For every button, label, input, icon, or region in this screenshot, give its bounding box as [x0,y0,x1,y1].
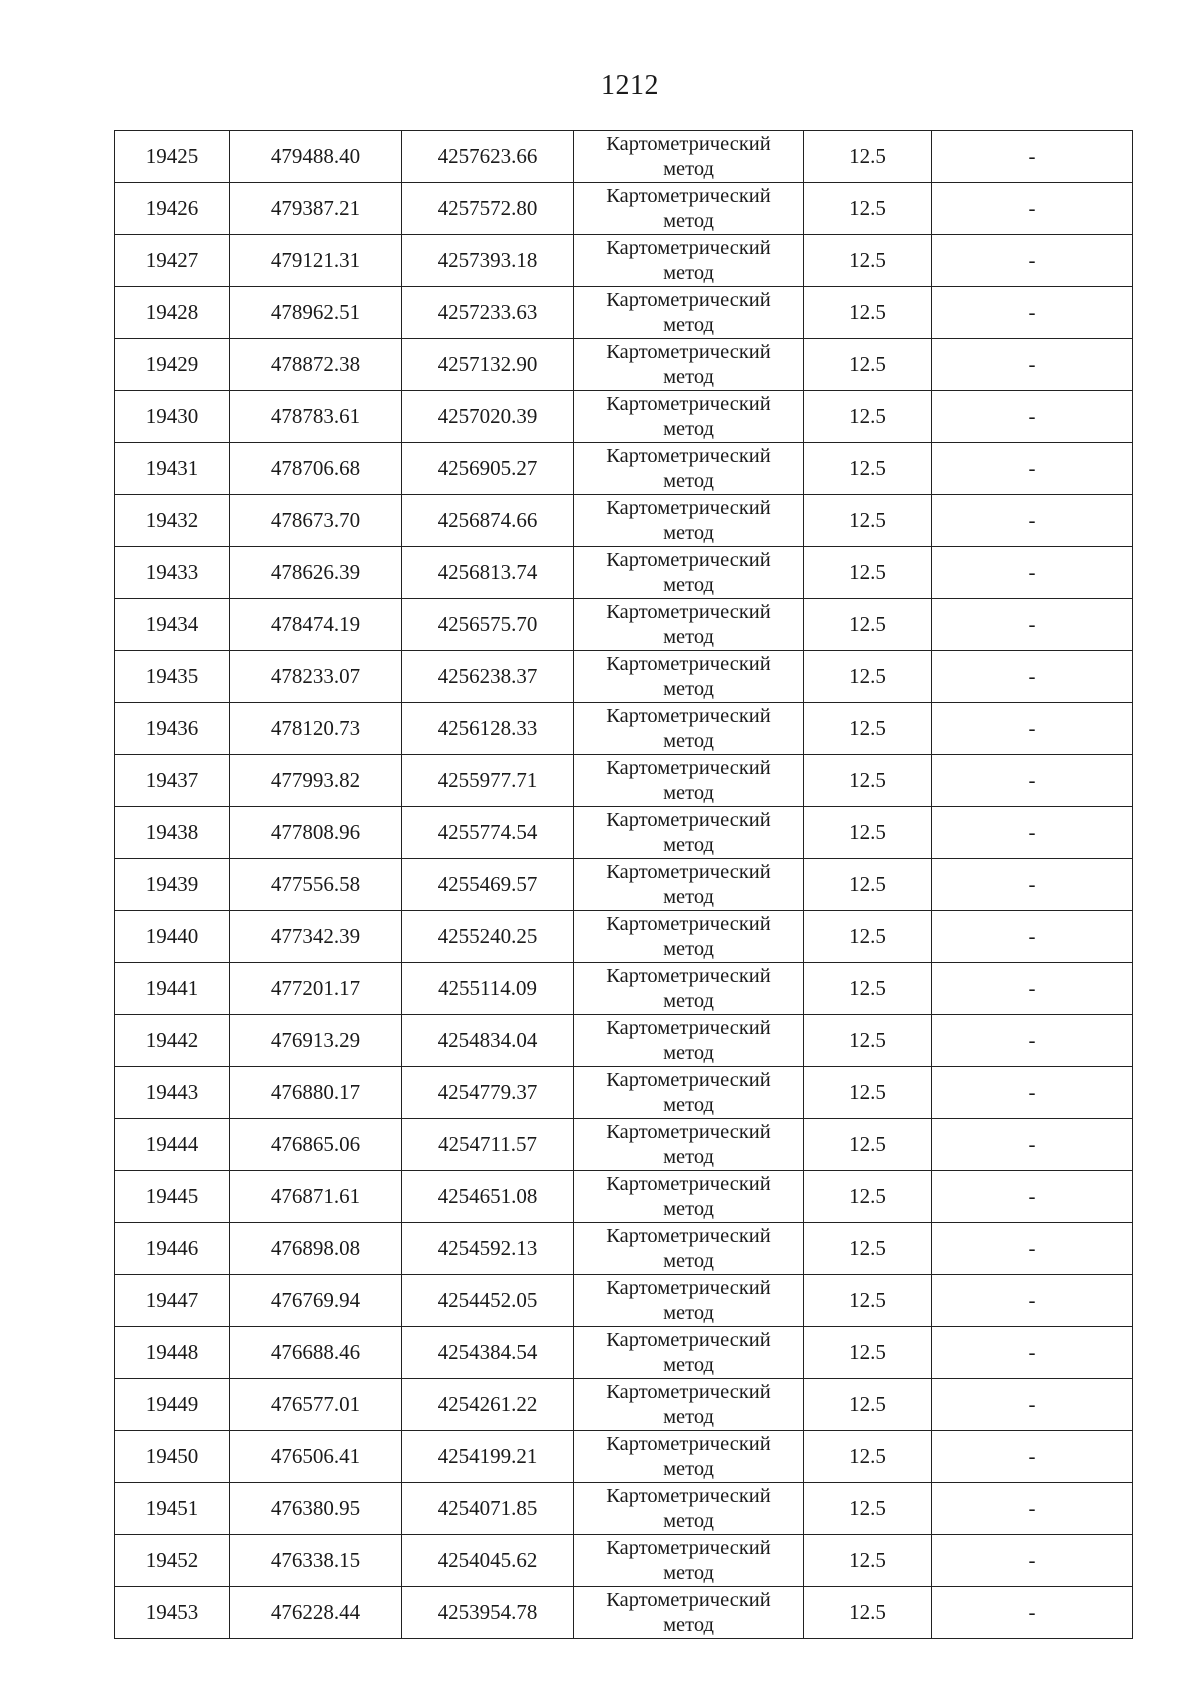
point-number-cell: 19434 [115,599,230,651]
method-cell [574,1223,804,1275]
note-cell: - [932,703,1133,755]
table-row [115,183,1133,235]
table-row [115,1535,1133,1587]
method-line-2: метод [663,781,714,804]
y-coordinate-cell: 4254452.05 [402,1275,574,1327]
table-row [115,443,1133,495]
y-coordinate-cell: 4257572.80 [402,183,574,235]
table-row [115,1379,1133,1431]
point-number-cell: 19427 [115,235,230,287]
method-cell [574,1067,804,1119]
point-number-cell: 19440 [115,911,230,963]
method-cell [574,755,804,807]
method-cell [574,807,804,859]
method-line-2: метод [663,625,714,648]
x-coordinate-cell: 478962.51 [230,287,402,339]
table-row [115,859,1133,911]
x-coordinate-cell: 476577.01 [230,1379,402,1431]
table-row [115,1171,1133,1223]
x-coordinate-cell: 477201.17 [230,963,402,1015]
method-line-1: Картометрический [606,444,771,467]
x-coordinate-cell: 478706.68 [230,443,402,495]
note-cell: - [932,911,1133,963]
method-line-2: метод [663,1145,714,1168]
y-coordinate-cell: 4254261.22 [402,1379,574,1431]
method-cell [574,1119,804,1171]
accuracy-cell: 12.5 [804,183,932,235]
method-line-2: метод [663,937,714,960]
method-line-1: Картометрический [606,132,771,155]
y-coordinate-cell: 4254592.13 [402,1223,574,1275]
method-line-1: Картометрический [606,756,771,779]
accuracy-cell: 12.5 [804,1431,932,1483]
method-line-2: метод [663,1457,714,1480]
accuracy-cell: 12.5 [804,1327,932,1379]
table-row [115,235,1133,287]
table-row [115,1587,1133,1639]
method-line-1: Картометрический [606,184,771,207]
method-line-2: метод [663,1249,714,1272]
method-cell [574,599,804,651]
x-coordinate-cell: 477993.82 [230,755,402,807]
accuracy-cell: 12.5 [804,755,932,807]
page-number: 1212 [601,70,659,101]
table-row [115,1223,1133,1275]
method-cell [574,391,804,443]
y-coordinate-cell: 4253954.78 [402,1587,574,1639]
note-cell: - [932,859,1133,911]
note-cell: - [932,1535,1133,1587]
method-cell [574,1483,804,1535]
method-line-2: метод [663,1301,714,1324]
table-row [115,287,1133,339]
table-row [115,599,1133,651]
x-coordinate-cell: 477342.39 [230,911,402,963]
method-line-1: Картометрический [606,1328,771,1351]
method-line-2: метод [663,833,714,856]
x-coordinate-cell: 476913.29 [230,1015,402,1067]
method-line-1: Картометрический [606,288,771,311]
method-line-2: метод [663,157,714,180]
table-row [115,1327,1133,1379]
method-cell [574,547,804,599]
method-line-2: метод [663,1197,714,1220]
method-line-2: метод [663,1041,714,1064]
point-number-cell: 19447 [115,1275,230,1327]
method-line-1: Картометрический [606,496,771,519]
x-coordinate-cell: 479488.40 [230,131,402,183]
x-coordinate-cell: 476338.15 [230,1535,402,1587]
method-cell [574,287,804,339]
x-coordinate-cell: 478872.38 [230,339,402,391]
method-line-2: метод [663,677,714,700]
method-cell [574,1015,804,1067]
note-cell: - [932,1587,1133,1639]
y-coordinate-cell: 4255240.25 [402,911,574,963]
point-number-cell: 19425 [115,131,230,183]
point-number-cell: 19439 [115,859,230,911]
method-cell [574,1171,804,1223]
method-line-2: метод [663,417,714,440]
table-row [115,963,1133,1015]
note-cell: - [932,1431,1133,1483]
point-number-cell: 19438 [115,807,230,859]
point-number-cell: 19428 [115,287,230,339]
x-coordinate-cell: 476898.08 [230,1223,402,1275]
accuracy-cell: 12.5 [804,443,932,495]
y-coordinate-cell: 4254071.85 [402,1483,574,1535]
point-number-cell: 19437 [115,755,230,807]
method-line-1: Картометрический [606,860,771,883]
table-row [115,651,1133,703]
note-cell: - [932,339,1133,391]
note-cell: - [932,495,1133,547]
y-coordinate-cell: 4256874.66 [402,495,574,547]
method-line-1: Картометрический [606,652,771,675]
point-number-cell: 19435 [115,651,230,703]
method-line-2: метод [663,885,714,908]
point-number-cell: 19453 [115,1587,230,1639]
point-number-cell: 19445 [115,1171,230,1223]
y-coordinate-cell: 4256238.37 [402,651,574,703]
method-line-1: Картометрический [606,1432,771,1455]
method-cell [574,495,804,547]
accuracy-cell: 12.5 [804,1379,932,1431]
method-line-2: метод [663,313,714,336]
method-line-1: Картометрический [606,1120,771,1143]
method-line-1: Картометрический [606,1380,771,1403]
x-coordinate-cell: 477808.96 [230,807,402,859]
x-coordinate-cell: 478626.39 [230,547,402,599]
x-coordinate-cell: 476688.46 [230,1327,402,1379]
y-coordinate-cell: 4256813.74 [402,547,574,599]
method-line-1: Картометрический [606,1484,771,1507]
note-cell: - [932,755,1133,807]
accuracy-cell: 12.5 [804,703,932,755]
method-line-1: Картометрический [606,1172,771,1195]
accuracy-cell: 12.5 [804,1275,932,1327]
x-coordinate-cell: 476871.61 [230,1171,402,1223]
y-coordinate-cell: 4256575.70 [402,599,574,651]
note-cell: - [932,599,1133,651]
point-number-cell: 19452 [115,1535,230,1587]
y-coordinate-cell: 4254834.04 [402,1015,574,1067]
note-cell: - [932,183,1133,235]
x-coordinate-cell: 478783.61 [230,391,402,443]
method-line-2: метод [663,1093,714,1116]
table-row [115,1431,1133,1483]
method-cell [574,651,804,703]
y-coordinate-cell: 4256905.27 [402,443,574,495]
y-coordinate-cell: 4254651.08 [402,1171,574,1223]
note-cell: - [932,391,1133,443]
method-line-1: Картометрический [606,912,771,935]
method-line-1: Картометрический [606,600,771,623]
accuracy-cell: 12.5 [804,547,932,599]
point-number-cell: 19433 [115,547,230,599]
note-cell: - [932,1015,1133,1067]
method-cell [574,131,804,183]
method-line-1: Картометрический [606,704,771,727]
accuracy-cell: 12.5 [804,599,932,651]
method-line-1: Картометрический [606,1016,771,1039]
x-coordinate-cell: 479387.21 [230,183,402,235]
point-number-cell: 19432 [115,495,230,547]
x-coordinate-cell: 476506.41 [230,1431,402,1483]
note-cell: - [932,807,1133,859]
method-line-1: Картометрический [606,392,771,415]
x-coordinate-cell: 476380.95 [230,1483,402,1535]
table-body [115,131,1133,1639]
method-line-1: Картометрический [606,340,771,363]
method-cell [574,963,804,1015]
point-number-cell: 19443 [115,1067,230,1119]
method-line-1: Картометрический [606,1276,771,1299]
method-cell [574,859,804,911]
accuracy-cell: 12.5 [804,1119,932,1171]
note-cell: - [932,1275,1133,1327]
y-coordinate-cell: 4257132.90 [402,339,574,391]
y-coordinate-cell: 4254711.57 [402,1119,574,1171]
table-row [115,131,1133,183]
method-cell [574,1535,804,1587]
accuracy-cell: 12.5 [804,235,932,287]
y-coordinate-cell: 4254045.62 [402,1535,574,1587]
accuracy-cell: 12.5 [804,1015,932,1067]
method-line-2: метод [663,1561,714,1584]
method-line-2: метод [663,261,714,284]
accuracy-cell: 12.5 [804,1171,932,1223]
accuracy-cell: 12.5 [804,1535,932,1587]
table-row [115,1483,1133,1535]
method-cell [574,183,804,235]
method-line-2: метод [663,1353,714,1376]
x-coordinate-cell: 476228.44 [230,1587,402,1639]
y-coordinate-cell: 4255469.57 [402,859,574,911]
method-line-2: метод [663,365,714,388]
method-line-1: Картометрический [606,548,771,571]
method-line-1: Картометрический [606,1536,771,1559]
method-cell [574,1431,804,1483]
x-coordinate-cell: 477556.58 [230,859,402,911]
note-cell: - [932,235,1133,287]
method-cell [574,1379,804,1431]
point-number-cell: 19441 [115,963,230,1015]
note-cell: - [932,1171,1133,1223]
point-number-cell: 19426 [115,183,230,235]
method-line-2: метод [663,469,714,492]
note-cell: - [932,131,1133,183]
y-coordinate-cell: 4254199.21 [402,1431,574,1483]
table-row [115,807,1133,859]
method-line-2: метод [663,209,714,232]
table-row [115,703,1133,755]
table-row [115,1067,1133,1119]
y-coordinate-cell: 4255114.09 [402,963,574,1015]
method-cell [574,1327,804,1379]
accuracy-cell: 12.5 [804,495,932,547]
method-cell [574,235,804,287]
point-number-cell: 19446 [115,1223,230,1275]
y-coordinate-cell: 4257233.63 [402,287,574,339]
accuracy-cell: 12.5 [804,807,932,859]
accuracy-cell: 12.5 [804,1587,932,1639]
x-coordinate-cell: 478673.70 [230,495,402,547]
x-coordinate-cell: 476880.17 [230,1067,402,1119]
table-row [115,391,1133,443]
method-cell [574,911,804,963]
y-coordinate-cell: 4254384.54 [402,1327,574,1379]
point-number-cell: 19448 [115,1327,230,1379]
table-row [115,339,1133,391]
method-line-1: Картометрический [606,236,771,259]
method-line-2: метод [663,1509,714,1532]
note-cell: - [932,1327,1133,1379]
method-line-2: метод [663,1405,714,1428]
method-line-1: Картометрический [606,1224,771,1247]
accuracy-cell: 12.5 [804,1483,932,1535]
y-coordinate-cell: 4257020.39 [402,391,574,443]
note-cell: - [932,287,1133,339]
accuracy-cell: 12.5 [804,651,932,703]
accuracy-cell: 12.5 [804,131,932,183]
method-line-1: Картометрический [606,1068,771,1091]
note-cell: - [932,963,1133,1015]
accuracy-cell: 12.5 [804,391,932,443]
method-cell [574,443,804,495]
table-row [115,1119,1133,1171]
point-number-cell: 19430 [115,391,230,443]
point-number-cell: 19451 [115,1483,230,1535]
table-row [115,755,1133,807]
accuracy-cell: 12.5 [804,859,932,911]
x-coordinate-cell: 478120.73 [230,703,402,755]
x-coordinate-cell: 478233.07 [230,651,402,703]
method-cell [574,703,804,755]
coordinates-table [114,130,1133,1639]
method-line-2: метод [663,729,714,752]
point-number-cell: 19442 [115,1015,230,1067]
accuracy-cell: 12.5 [804,339,932,391]
point-number-cell: 19436 [115,703,230,755]
point-number-cell: 19450 [115,1431,230,1483]
note-cell: - [932,1223,1133,1275]
table-row [115,911,1133,963]
y-coordinate-cell: 4254779.37 [402,1067,574,1119]
y-coordinate-cell: 4257623.66 [402,131,574,183]
point-number-cell: 19429 [115,339,230,391]
method-line-2: метод [663,521,714,544]
accuracy-cell: 12.5 [804,911,932,963]
note-cell: - [932,1067,1133,1119]
method-cell [574,1587,804,1639]
table-row [115,1275,1133,1327]
method-line-1: Картометрический [606,808,771,831]
note-cell: - [932,1483,1133,1535]
x-coordinate-cell: 476769.94 [230,1275,402,1327]
table-row [115,495,1133,547]
point-number-cell: 19431 [115,443,230,495]
point-number-cell: 19444 [115,1119,230,1171]
note-cell: - [932,443,1133,495]
method-line-1: Картометрический [606,964,771,987]
note-cell: - [932,1379,1133,1431]
accuracy-cell: 12.5 [804,963,932,1015]
note-cell: - [932,1119,1133,1171]
table-row [115,547,1133,599]
accuracy-cell: 12.5 [804,287,932,339]
x-coordinate-cell: 479121.31 [230,235,402,287]
accuracy-cell: 12.5 [804,1067,932,1119]
method-line-2: метод [663,1613,714,1636]
accuracy-cell: 12.5 [804,1223,932,1275]
y-coordinate-cell: 4257393.18 [402,235,574,287]
method-cell [574,339,804,391]
note-cell: - [932,651,1133,703]
method-line-1: Картометрический [606,1588,771,1611]
method-line-2: метод [663,573,714,596]
note-cell: - [932,547,1133,599]
method-line-2: метод [663,989,714,1012]
y-coordinate-cell: 4255774.54 [402,807,574,859]
table-row [115,1015,1133,1067]
x-coordinate-cell: 478474.19 [230,599,402,651]
point-number-cell: 19449 [115,1379,230,1431]
y-coordinate-cell: 4255977.71 [402,755,574,807]
x-coordinate-cell: 476865.06 [230,1119,402,1171]
y-coordinate-cell: 4256128.33 [402,703,574,755]
method-cell [574,1275,804,1327]
